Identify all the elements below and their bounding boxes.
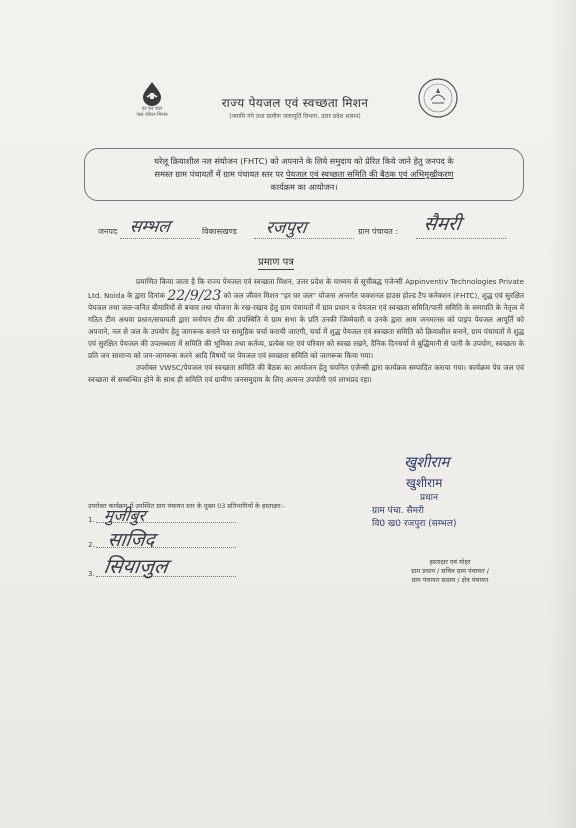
programme-description-box (84, 148, 524, 201)
body-paragraph-2: उपरोक्त VWSC/पेयजल एवं स्वच्छता समिति की बैठक का आयोजन हेतु चयनित एजेन्सी द्वारा कार्यक्रम सम्पादित कराया गया। कार्यक्रम पेय जल एवं स्वच्छता से सम्बन्धित होने के साथ ही समिति एवं ग्रामीण जनसमुदाय के लिए अत्यन्त उपयोगी एवं लाभप्रद रहा। (88, 363, 524, 384)
certificate-heading: प्रमाण पत्र (258, 254, 294, 270)
stamp-block: वि0 ख0 रजपुरा (सम्भल) (372, 519, 457, 529)
block-handwritten-value: रजपुरा (264, 218, 308, 238)
water-drop-icon (139, 80, 165, 106)
witness-signature-2: साजिद (106, 529, 157, 551)
district-label: जनपद (98, 227, 118, 236)
body-p1-start: प्रमाणित किया जाता है कि राज्य पेयजल एवं स्वच्छता मिशन, उत्तर प्रदेश के माध्यम से सूचीबद्ध एजेन्सी Appinventiv Technologies Private Ltd. Noida के द्वारा दिनांक (88, 277, 524, 300)
district-underline (120, 238, 200, 239)
stamp-designation: प्रधान (420, 493, 438, 503)
certificate-body (88, 276, 524, 386)
mission-title: राज्य पेयजल एवं स्वच्छता मिशन (221, 96, 369, 110)
logo-caption-1: हर घर जल (142, 106, 162, 112)
witness-signature-3: सियाजुल (102, 554, 170, 578)
witness-number-3: 3. (88, 570, 95, 578)
panchayat-underline (416, 238, 506, 239)
district-handwritten-value: सम्भल (128, 217, 172, 237)
witness-signature-1: मुजीबुर (102, 506, 147, 525)
witness-intro: उपरोक्त कार्यक्रम में उपस्थित ग्राम पंचायत स्तर के मुख्य 03 प्रतिभागियों के हस्ताक्षर:- (88, 502, 285, 510)
location-row (98, 213, 518, 242)
panchayat-handwritten-value: सैमरी (422, 213, 463, 235)
stamp-name: खुशीराम (406, 476, 443, 490)
intro-line-3: कार्यक्रम का आयोजन। (270, 182, 338, 192)
footnote-line-1: हस्ताक्षर एवं मोहर (429, 558, 471, 566)
intro-line-2b-underlined: पेयजल एवं स्वच्छता समिति की बैठक एवं अभिमुखीकरण (285, 169, 454, 179)
emblem-icon (416, 76, 460, 120)
jal-jeevan-mission-logo (132, 80, 172, 118)
panchayat-label: ग्राम पंचायत : (358, 227, 399, 236)
mission-subtitle: (नमामि गंगे तथा ग्रामीण जलापूर्ति विभाग, उत्तर प्रदेश शासन) (229, 113, 361, 120)
body-p1-rest: को जल जीवन मिशन "हर घर जल" योजना अन्तर्गत फक्शनल हाउस होल्ड टैप कनेक्शन (FHTC), शुद्ध एवं सुरक्षित पेयजल तथा जल-जनित बीमारियों से बचाव तथा योजना के रख-रखाव हेतु ग्राम पंचायतों में ग्राम प्रधान व पेयजल एवं स्वच्छता समिति/पानी समिति के समापति के नेतृत्व में गठित टीम अथवा प्रधान/सचायती द्वारा मनोयन टीम की उपस्थिति मे ग्राम सभा के प्रति उनकी जिम्मेवारी व उनके द्वारा आम जनमानस को पाइप पेयजल आपूर्ति को अपनाने, नल से जल के उपयोग हेतु जागरूक बनाने पर सामूहिक चर्चा करायी जाएगी, चर्चा में शुद्ध पेयजल एवं स्वच्छता समिति को क्रियाशील बनाने, ग्राम पंचायतों मे शुद्ध एवं सुरक्षित पेयजल की उपलब्धता में समिति की भूमिका तथा कर्तव्य, प्रत्येक घर एवं परिवार को स्वच्छ रखने, दैनिक दिनचर्या मे बुद्धिमानी से पानी के उपयोग, स्वच्छता के प्रति जन सामान्य को जन-जागरूक करने आदि विषयों पर पेयजल एवं स्वच्छता समिति को जागरूक किया गया। (88, 291, 524, 360)
witness-number-2: 2. (88, 541, 95, 549)
letterhead (0, 68, 576, 128)
stamp-panchayat: ग्राम पंचा. सैमरी (372, 506, 425, 516)
up-government-emblem (416, 76, 460, 120)
signature-footnote (380, 558, 520, 585)
footnote-line-2: ग्राम प्रधान / सचिव ग्राम पंचायत / (411, 567, 489, 575)
footnote-line-3: ग्राम पंचायत सदस्य / क्षेत्र पंचायत (411, 576, 489, 584)
witness-number-1: 1. (88, 516, 95, 524)
intro-line-2a: समस्त ग्राम पंचायतों में ग्राम पंचायत स्तर पर (154, 169, 286, 179)
logo-caption-2: जल जीवन मिशन (136, 112, 168, 118)
intro-line-1: घरेलू क्रियाशील नल संयोजन (FHTC) को अपनाने के लिये समुदाय को प्रेरित किये जाने हेतु जनपद के (154, 156, 454, 166)
body-paragraph-1 (88, 276, 524, 362)
block-underline (254, 238, 354, 239)
pradhan-signature: खुशीराम (404, 453, 450, 471)
block-label: विकासखण्ड (202, 227, 237, 236)
handwritten-date: 22/9/23 (167, 288, 222, 304)
